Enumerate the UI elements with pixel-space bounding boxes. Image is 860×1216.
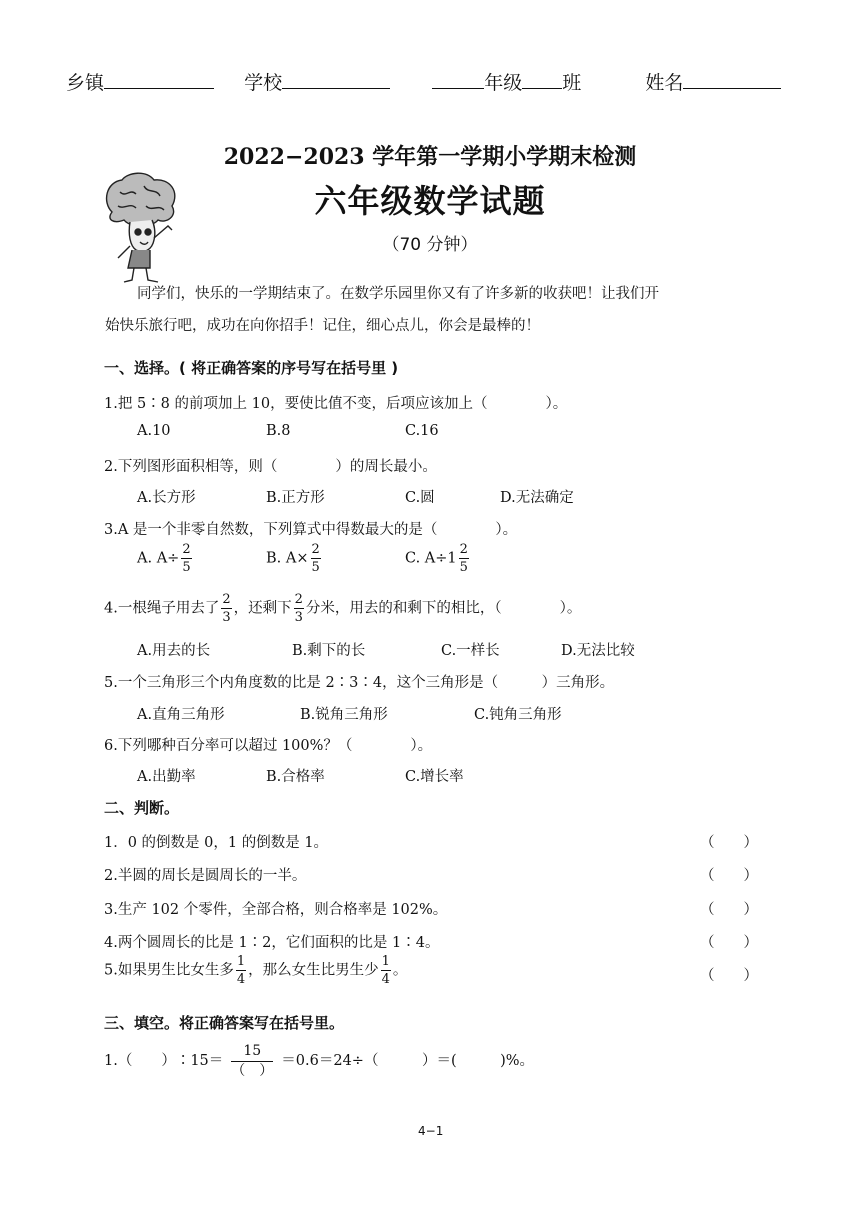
town-blank[interactable]: [104, 70, 214, 89]
q1-6-text: 6.下列哪种百分率可以超过 100%？（ ）。: [104, 738, 433, 754]
q1-4-text: 4.一根绳子用去了 $\frac{2}{3}$ ，还剩下 $\frac{2}{3}$ 分米，用去的和剩下的相比，（ ）。: [104, 592, 582, 625]
exam-title: 2022−2023 学年第一学期小学期末检测: [223, 144, 637, 170]
section2-heading: 二、判断。: [104, 799, 180, 817]
name-blank[interactable]: [683, 70, 781, 89]
exam-subject-title: 六年级数学试题: [314, 182, 546, 220]
q1-1-option-a: A.10: [137, 423, 171, 439]
q1-3-option-b: B. A× $\frac{2}{5}$: [266, 542, 320, 575]
judge-item-4: 4.两个圆周长的比是 1∶2，它们面积的比是 1∶4。: [104, 935, 440, 951]
fill-item-1: 1.（ ）∶15＝ $\frac{15}{( )}$ ＝0.6＝24÷（ ）＝( )%。: [104, 1043, 535, 1079]
page-number: 4−1: [418, 1124, 444, 1138]
fraction: $\frac{2}{3}$: [222, 592, 231, 625]
section3-heading: 三、填空。将正确答案写在括号里。: [104, 1014, 345, 1032]
exam-duration: （70 分钟）: [382, 235, 478, 255]
q1-1-text: 1.把 5∶8 的前项加上 10，要使比值不变，后项应该加上（ ）。: [104, 396, 568, 412]
q1-4-option-a: A.用去的长: [137, 643, 211, 659]
q1-2-text: 2.下列图形面积相等，则（ ）的周长最小。: [104, 459, 437, 475]
judge-item-5: 5.如果男生比女生多 $\frac{1}{4}$ ，那么女生比男生少 $\frac{1}{4}$ 。: [104, 954, 408, 987]
fraction: $\frac{2}{5}$: [311, 542, 320, 575]
name-label: 姓名: [645, 72, 684, 94]
fraction: $\frac{1}{4}$: [236, 954, 246, 987]
fraction: $\frac{2}{3}$: [294, 592, 303, 625]
judge-answer-4[interactable]: （ ）: [700, 935, 758, 951]
q1-6-option-a: A.出勤率: [137, 769, 196, 785]
q1-5-option-b: B.锐角三角形: [300, 707, 388, 723]
grade-label: 年级: [484, 72, 523, 94]
q1-3-option-c: C. A÷1 $\frac{2}{5}$: [405, 542, 468, 575]
judge-item-2: 2.半圆的周长是圆周长的一半。: [104, 868, 307, 884]
town-label: 乡镇: [66, 72, 105, 94]
q1-5-option-a: A.直角三角形: [137, 707, 225, 723]
school-label: 学校: [244, 72, 283, 94]
q1-5-text: 5.一个三角形三个内角度数的比是 2∶3∶4，这个三角形是（ ）三角形。: [104, 675, 615, 691]
q1-5-option-c: C.钝角三角形: [474, 707, 562, 723]
intro-line-1: 同学们，快乐的一学期结束了。在数学乐园里你又有了许多新的收获吧！让我们开: [137, 286, 659, 302]
section1-heading: 一、选择。( 将正确答案的序号写在括号里 ): [104, 359, 399, 377]
judge-answer-1[interactable]: （ ）: [700, 835, 758, 851]
class-blank[interactable]: [522, 70, 562, 89]
fraction: $\frac{1}{4}$: [381, 954, 390, 987]
q1-6-option-b: B.合格率: [266, 769, 325, 785]
cabbage-cartoon-icon: [100, 172, 182, 286]
fraction: $\frac{2}{5}$: [459, 542, 468, 575]
q1-1-option-b: B.8: [266, 423, 291, 439]
q1-6-option-c: C.增长率: [405, 769, 464, 785]
q1-1-option-c: C.16: [405, 423, 439, 439]
q1-2-option-a: A.长方形: [137, 490, 196, 506]
q1-2-option-d: D.无法确定: [500, 490, 574, 506]
judge-item-1: 1．0 的倒数是 0，1 的倒数是 1。: [104, 835, 329, 851]
grade-blank[interactable]: [432, 70, 484, 89]
q1-4-option-c: C.一样长: [441, 643, 500, 659]
fraction: $\frac{2}{5}$: [182, 542, 191, 575]
judge-answer-5[interactable]: （ ）: [700, 968, 758, 984]
q1-3-text: 3.A 是一个非零自然数，下列算式中得数最大的是（ ）。: [104, 522, 518, 538]
judge-answer-2[interactable]: （ ）: [700, 868, 758, 884]
q1-4-option-d: D.无法比较: [561, 643, 635, 659]
judge-answer-3[interactable]: （ ）: [700, 902, 758, 918]
fraction: $\frac{15}{( )}$: [231, 1043, 274, 1079]
q1-2-option-b: B.正方形: [266, 490, 325, 506]
q1-3-option-a: A. A÷ $\frac{2}{5}$: [137, 542, 191, 575]
school-blank[interactable]: [282, 70, 390, 89]
class-label: 班: [562, 72, 582, 94]
header-fields: [66, 68, 781, 95]
intro-line-2: 始快乐旅行吧，成功在向你招手！记住，细心点儿，你会是最棒的！: [105, 318, 540, 334]
q1-2-option-c: C.圆: [405, 490, 435, 506]
q1-4-option-b: B.剩下的长: [292, 643, 366, 659]
judge-item-3: 3.生产 102 个零件，全部合格，则合格率是 102%。: [104, 902, 448, 918]
